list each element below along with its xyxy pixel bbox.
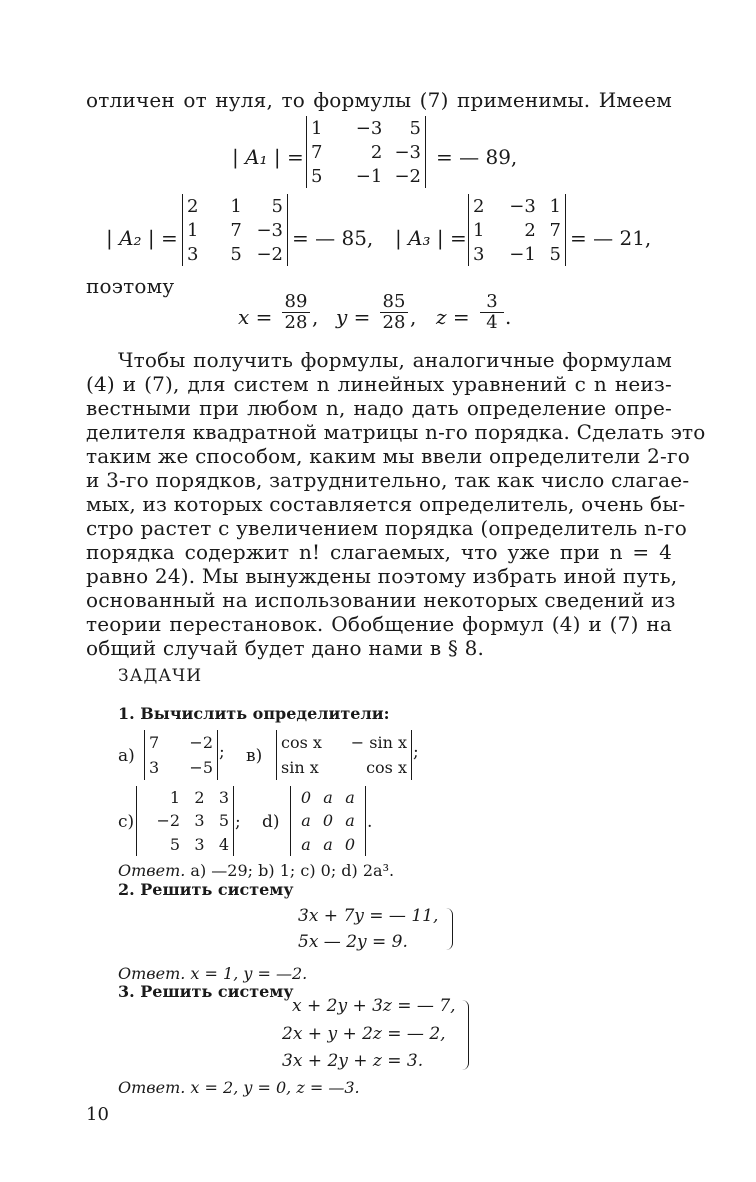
m-cell: 5 [169, 834, 181, 854]
separator: , [312, 305, 319, 329]
task2-eq: 3x + 7y = — 11, [298, 906, 439, 926]
m-cell: 1 [230, 195, 242, 217]
paragraph-line: и 3-го порядков, затруднительно, так как число слагае- [86, 468, 690, 492]
eq2-determinant [182, 194, 288, 266]
task3-eq: 3x + 2y + z = 3. [282, 1051, 424, 1071]
m-cell: −1 [355, 165, 383, 187]
m-cell: 5 [271, 195, 283, 217]
m-cell: 2 [370, 141, 383, 163]
m-cell: 1 [311, 117, 323, 139]
m-cell: 3 [218, 788, 229, 808]
eq2-rhs: = — 85, [292, 226, 374, 250]
m-cell: 5 [409, 117, 421, 139]
m-cell: 0 [344, 834, 356, 854]
m-cell: −3 [256, 219, 283, 241]
m-cell: cos x [366, 758, 407, 777]
m-cell: sin x [281, 758, 319, 777]
m-cell: 5 [230, 243, 242, 265]
task1-c-end: ; [235, 812, 241, 832]
m-cell: a [323, 834, 333, 854]
task1-a-end: ; [219, 742, 225, 762]
task1-c-determinant [136, 786, 234, 856]
task3-eq: 2x + y + 2z = — 2, [282, 1024, 446, 1044]
m-cell: a [301, 811, 311, 831]
answer-label: Ответ. [118, 861, 186, 880]
paragraph-line: Чтобы получить формулы, аналогичные формулам [118, 348, 672, 372]
tasks-heading: ЗАДАЧИ [118, 666, 203, 686]
m-cell: −5 [189, 758, 213, 777]
m-cell: a [301, 834, 311, 854]
m-cell: 3 [194, 834, 205, 854]
task1-c-label: c) [118, 812, 135, 832]
task1-b-label: в) [246, 746, 263, 766]
page-number: 10 [86, 1104, 109, 1125]
task3-answer [118, 1078, 360, 1098]
m-cell: 0 [300, 788, 312, 808]
numerator: 3 [480, 292, 504, 313]
m-cell: −2 [394, 165, 421, 187]
eq3-rhs: = — 21, [570, 226, 652, 250]
paragraph-line: равно 24). Мы вынуждены поэтому избрать иной путь, [86, 564, 678, 588]
task1-answer [118, 861, 394, 881]
task1-d-label: d) [262, 812, 280, 832]
eq1-determinant [306, 116, 426, 188]
m-cell: 7 [549, 219, 561, 241]
task2-eq: 5x — 2y = 9. [298, 932, 408, 952]
paragraph-line: основанный на использовании некоторых сведений из [86, 588, 676, 612]
m-cell: a [345, 788, 355, 808]
m-cell: −3 [355, 117, 383, 139]
m-cell: −3 [509, 195, 536, 217]
m-cell: 5 [549, 243, 561, 265]
m-cell: 7 [311, 141, 323, 163]
eq2-lhs: | A₂ | = [106, 226, 178, 250]
m-cell: 1 [549, 195, 561, 217]
answer-text: x = 2, y = 0, z = —3. [190, 1078, 360, 1097]
eq1-lhs: | A₁ | = [232, 145, 304, 169]
therefore-text: поэтому [86, 274, 175, 298]
answer-label: Ответ. [118, 964, 186, 983]
task1-a-determinant [144, 730, 218, 780]
paragraph-line: мых, из которых составляется определитель, очень бы- [86, 492, 686, 516]
m-cell: a [345, 811, 355, 831]
m-cell: 5 [218, 811, 229, 831]
m-cell: 4 [218, 834, 229, 854]
fraction-z [480, 292, 504, 333]
m-cell: 3 [473, 243, 485, 265]
paragraph-line: теории перестановок. Обобщение формул (4) и (7) на [86, 612, 672, 636]
task1-title: 1. Вычислить определители: [118, 704, 390, 723]
m-cell: 1 [187, 219, 199, 241]
paragraph-line: (4) и (7), для систем n линейных уравнений с n неиз- [86, 372, 672, 396]
solution-y: y = [336, 305, 371, 329]
paragraph-line: порядка содержит n! слагаемых, что уже при n = 4 [86, 540, 672, 564]
task3-title: 3. Решить систему [118, 982, 294, 1001]
solution-z: z = [436, 305, 470, 329]
m-cell: 0 [322, 811, 334, 831]
fraction-y [380, 292, 408, 333]
task3-eq: x + 2y + 3z = — 7, [292, 996, 456, 1016]
m-cell: −1 [509, 243, 536, 265]
answer-label: Ответ. [118, 1078, 186, 1097]
m-cell: 3 [187, 243, 199, 265]
paragraph-line: таким же способом, каким мы ввели определители 2-го [86, 444, 690, 468]
m-cell: 2 [194, 788, 205, 808]
numerator: 89 [282, 292, 310, 313]
task2-answer [118, 964, 307, 984]
paragraph-line: делителя квадратной матрицы n-го порядка. Сделать это [86, 420, 706, 444]
paragraph-line: стро растет с увеличением порядка (определитель n-го [86, 516, 687, 540]
m-cell: 2 [473, 195, 485, 217]
m-cell: 3 [194, 811, 205, 831]
m-cell: 2 [187, 195, 199, 217]
eq3-lhs: | A₃ | = [395, 226, 467, 250]
answer-text: а) —29; b) 1; c) 0; d) 2a³. [190, 861, 395, 880]
task1-b-end: ; [413, 742, 419, 762]
m-cell: 1 [169, 788, 181, 808]
m-cell: 2 [524, 219, 536, 241]
separator: , [410, 305, 417, 329]
m-cell: a [323, 788, 333, 808]
m-cell: 3 [149, 758, 160, 777]
paragraph-line: общий случай будет дано нами в § 8. [86, 636, 485, 660]
m-cell: 7 [230, 219, 242, 241]
denominator: 28 [284, 312, 308, 333]
denominator: 28 [382, 312, 406, 333]
m-cell: −2 [189, 733, 213, 752]
m-cell: −3 [394, 141, 421, 163]
m-cell: −2 [256, 243, 283, 265]
m-cell: − sin x [350, 733, 407, 752]
task1-d-determinant [290, 786, 366, 856]
brace [462, 1000, 469, 1070]
terminator: . [505, 305, 512, 329]
numerator: 85 [380, 292, 408, 313]
eq1-rhs: = — 89, [436, 145, 518, 169]
m-cell: 5 [311, 165, 323, 187]
denominator: 4 [486, 312, 498, 333]
answer-text: x = 1, y = —2. [190, 964, 308, 983]
m-cell: 7 [149, 733, 160, 752]
solution-x: x = [238, 305, 273, 329]
fraction-x [282, 292, 310, 333]
task1-a-label: а) [118, 746, 135, 766]
eq3-determinant [468, 194, 566, 266]
task2-title: 2. Решить систему [118, 880, 294, 899]
paragraph-line: вестными при любом n, надо дать определение опре- [86, 396, 672, 420]
brace [446, 908, 453, 950]
m-cell: 1 [473, 219, 485, 241]
m-cell: −2 [156, 811, 181, 831]
task1-d-end: . [367, 812, 373, 832]
task1-b-determinant [276, 730, 412, 780]
text-line-top: отличен от нуля, то формулы (7) применимы. Имеем [86, 88, 672, 112]
m-cell: cos x [281, 733, 322, 752]
